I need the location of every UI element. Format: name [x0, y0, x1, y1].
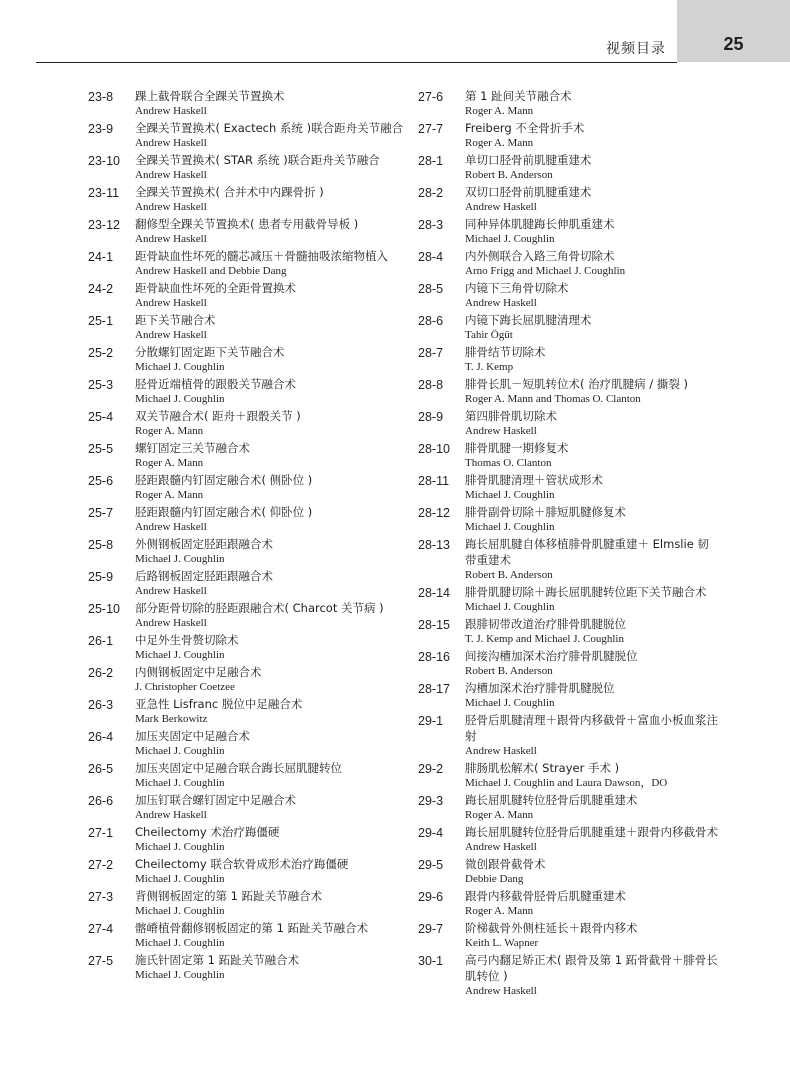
- video-number: 29-5: [418, 858, 444, 872]
- video-title: 腓骨肌腱清理＋管状成形术: [465, 473, 603, 487]
- video-entry[interactable]: [88, 664, 398, 696]
- video-entry[interactable]: [418, 792, 718, 824]
- video-title: 腓肠肌松解术( Strayer 手术 ): [465, 761, 620, 775]
- video-number: 26-1: [88, 634, 114, 648]
- video-title: 高弓内翻足矫正术( 跟骨及第 1 跖骨截骨＋腓骨长肌转位 ): [465, 953, 718, 983]
- video-entry[interactable]: [418, 120, 718, 152]
- video-title: 部分距骨切除的胫距跟融合术( Charcot 关节病 ): [135, 601, 384, 615]
- video-number: 29-1: [418, 714, 444, 728]
- video-number: 28-17: [418, 682, 450, 696]
- video-entry[interactable]: [88, 88, 398, 120]
- video-title: 腓骨肌腱切除＋踇长屈肌腱转位距下关节融合术: [465, 585, 707, 599]
- video-entry[interactable]: [418, 856, 718, 888]
- video-number: 23-9: [88, 122, 114, 136]
- video-title: 加压夹固定中足融合联合踇长屈肌腱转位: [135, 761, 342, 775]
- video-entry[interactable]: [88, 184, 398, 216]
- video-title: 全踝关节置换术( STAR 系统 )联合距舟关节融合: [135, 153, 380, 167]
- video-title: 踇长屈肌腱自体移植腓骨肌腱重建＋ Elmslie 韧带重建术: [465, 537, 709, 567]
- video-title: 腓骨结节切除术: [465, 345, 546, 359]
- video-entry[interactable]: [88, 568, 398, 600]
- video-entry[interactable]: [418, 584, 718, 616]
- video-entry[interactable]: [88, 696, 398, 728]
- video-title: 微创跟骨截骨术: [465, 857, 546, 871]
- video-number: 27-1: [88, 826, 114, 840]
- header-divider: [36, 62, 677, 63]
- video-author: Michael J. Coughlin and Laura Dawson，DO: [465, 777, 668, 789]
- video-author: Andrew Haskell: [135, 233, 207, 245]
- video-number: 23-8: [88, 90, 114, 104]
- video-entry[interactable]: [418, 616, 718, 648]
- video-number: 24-2: [88, 282, 114, 296]
- video-entry[interactable]: [88, 504, 398, 536]
- video-title: 加压钉联合螺钉固定中足融合术: [135, 793, 296, 807]
- video-number: 30-1: [418, 954, 444, 968]
- video-author: Andrew Haskell: [135, 521, 207, 533]
- video-number: 25-3: [88, 378, 114, 392]
- video-author: Robert B. Anderson: [465, 169, 553, 181]
- video-number: 28-1: [418, 154, 444, 168]
- video-number: 25-7: [88, 506, 114, 520]
- video-entry[interactable]: [88, 824, 398, 856]
- video-entry[interactable]: [88, 408, 398, 440]
- video-entry[interactable]: [418, 440, 718, 472]
- video-title: 距骨缺血性坏死的全距骨置换术: [135, 281, 296, 295]
- video-number: 28-4: [418, 250, 444, 264]
- video-number: 25-8: [88, 538, 114, 552]
- video-title: 第四腓骨肌切除术: [465, 409, 557, 423]
- video-author: Andrew Haskell: [465, 297, 537, 309]
- video-author: Michael J. Coughlin: [135, 745, 225, 757]
- video-title: 腓骨副骨切除＋腓短肌腱修复术: [465, 505, 626, 519]
- video-title: 胫距跟髓内钉固定融合术( 侧卧位 ): [135, 473, 313, 487]
- video-number: 28-7: [418, 346, 444, 360]
- video-title: 加压夹固定中足融合术: [135, 729, 250, 743]
- video-entry[interactable]: [418, 184, 718, 216]
- video-entry[interactable]: [418, 760, 718, 792]
- video-title: Cheilectomy 术治疗踇僵硬: [135, 825, 280, 839]
- video-entry[interactable]: [418, 952, 718, 1000]
- video-author: Andrew Haskell: [465, 745, 537, 757]
- video-entry[interactable]: [418, 920, 718, 952]
- video-author: Roger A. Mann: [465, 809, 534, 821]
- video-title: 腓骨长肌－短肌转位术( 治疗肌腱病 / 撕裂 ): [465, 377, 688, 391]
- video-author: Michael J. Coughlin: [135, 361, 225, 373]
- video-title: 施氏针固定第 1 跖趾关节融合术: [135, 953, 300, 967]
- video-title: 踇长屈肌腱转位胫骨后肌腱重建术: [465, 793, 638, 807]
- video-number: 28-15: [418, 618, 450, 632]
- video-author: Andrew Haskell: [135, 617, 207, 629]
- video-number: 27-4: [88, 922, 114, 936]
- video-author: Robert B. Anderson: [465, 569, 553, 581]
- video-entry[interactable]: [88, 632, 398, 664]
- video-author: Keith L. Wapner: [465, 937, 539, 949]
- video-entry[interactable]: [88, 888, 398, 920]
- video-title: 双切口胫骨前肌腱重建术: [465, 185, 592, 199]
- video-number: 28-16: [418, 650, 450, 664]
- video-entry[interactable]: [88, 856, 398, 888]
- video-number: 28-14: [418, 586, 450, 600]
- video-entry[interactable]: [88, 952, 398, 984]
- video-title: 跟腓韧带改道治疗腓骨肌腱脱位: [465, 617, 626, 631]
- video-title: 间接沟槽加深术治疗腓骨肌腱脱位: [465, 649, 638, 663]
- video-number: 27-6: [418, 90, 444, 104]
- video-number: 28-2: [418, 186, 444, 200]
- video-entry[interactable]: [88, 152, 398, 184]
- video-author: Michael J. Coughlin: [135, 969, 225, 981]
- video-title: 沟槽加深术治疗腓骨肌腱脱位: [465, 681, 615, 695]
- video-author: T. J. Kemp and Michael J. Coughlin: [465, 633, 624, 645]
- video-title: 内镜下三角骨切除术: [465, 281, 569, 295]
- page-number-tab: [677, 0, 790, 62]
- video-title: 胫骨后肌腱清理＋跟骨内移截骨＋富血小板血浆注射: [465, 713, 718, 743]
- video-author: Michael J. Coughlin: [135, 905, 225, 917]
- video-entry[interactable]: [418, 280, 718, 312]
- video-number: 28-11: [418, 474, 450, 488]
- video-number: 28-5: [418, 282, 444, 296]
- video-number: 28-9: [418, 410, 444, 424]
- video-author: Roger A. Mann: [465, 137, 534, 149]
- video-author: Andrew Haskell: [465, 425, 537, 437]
- video-title: 分散螺钉固定距下关节融合术: [135, 345, 285, 359]
- video-entry[interactable]: [418, 152, 718, 184]
- video-author: Michael J. Coughlin: [135, 553, 225, 565]
- video-entry[interactable]: [418, 248, 718, 280]
- video-entry[interactable]: [418, 312, 718, 344]
- video-number: 29-3: [418, 794, 444, 808]
- video-number: 29-6: [418, 890, 444, 904]
- video-entry[interactable]: [88, 248, 398, 280]
- video-title: 全踝关节置换术( 合并术中内踝骨折 ): [135, 185, 324, 199]
- video-author: Andrew Haskell: [465, 201, 537, 213]
- video-author: Andrew Haskell: [465, 841, 537, 853]
- video-title: 全踝关节置换术( Exactech 系统 )联合距舟关节融合: [135, 121, 404, 135]
- video-number: 25-5: [88, 442, 114, 456]
- video-number: 29-4: [418, 826, 444, 840]
- video-entry[interactable]: [88, 728, 398, 760]
- video-entry[interactable]: [88, 472, 398, 504]
- video-number: 28-6: [418, 314, 444, 328]
- video-title: 单切口胫骨前肌腱重建术: [465, 153, 592, 167]
- video-title: 踇长屈肌腱转位胫骨后肌腱重建＋跟骨内移截骨术: [465, 825, 718, 839]
- page-number: 25: [723, 34, 744, 54]
- video-entry[interactable]: [418, 88, 718, 120]
- video-entry[interactable]: [418, 648, 718, 680]
- video-author: Debbie Dang: [465, 873, 524, 885]
- video-author: Roger A. Mann and Thomas O. Clanton: [465, 393, 641, 405]
- video-author: Arno Frigg and Michael J. Coughlin: [465, 265, 626, 277]
- video-title: 内外侧联合入路三角骨切除术: [465, 249, 615, 263]
- video-number: 25-10: [88, 602, 120, 616]
- video-entry[interactable]: [88, 344, 398, 376]
- video-author: Michael J. Coughlin: [135, 393, 225, 405]
- video-entry[interactable]: [88, 536, 398, 568]
- video-title: 亚急性 Lisfranc 脱位中足融合术: [135, 697, 303, 711]
- video-number: 28-3: [418, 218, 444, 232]
- video-number: 26-2: [88, 666, 114, 680]
- video-title: 翻修型全踝关节置换术( 患者专用截骨导板 ): [135, 217, 359, 231]
- video-author: Andrew Haskell: [135, 137, 207, 149]
- video-number: 23-12: [88, 218, 120, 232]
- video-title: 背侧钢板固定的第 1 跖趾关节融合术: [135, 889, 323, 903]
- video-entry[interactable]: [88, 600, 398, 632]
- video-title: 髂嵴植骨翻修钢板固定的第 1 跖趾关节融合术: [135, 921, 369, 935]
- video-author: Michael J. Coughlin: [135, 777, 225, 789]
- video-number: 27-3: [88, 890, 114, 904]
- video-title: Freiberg 不全骨折手术: [465, 121, 585, 135]
- video-number: 29-2: [418, 762, 444, 776]
- video-author: Michael J. Coughlin: [465, 697, 555, 709]
- video-title: 螺钉固定三关节融合术: [135, 441, 250, 455]
- video-number: 29-7: [418, 922, 444, 936]
- video-title: 胫骨近端植骨的跟骰关节融合术: [135, 377, 296, 391]
- video-title: 踝上截骨联合全踝关节置换术: [135, 89, 285, 103]
- video-number: 24-1: [88, 250, 114, 264]
- video-entry[interactable]: [88, 120, 404, 152]
- video-title: 距下关节融合术: [135, 313, 216, 327]
- video-number: 27-2: [88, 858, 114, 872]
- video-author: Andrew Haskell: [135, 809, 207, 821]
- video-author: Michael J. Coughlin: [465, 601, 555, 613]
- video-author: T. J. Kemp: [465, 361, 514, 373]
- video-author: Roger A. Mann: [465, 105, 534, 117]
- video-number: 26-3: [88, 698, 114, 712]
- video-entry[interactable]: [88, 216, 398, 248]
- video-entry[interactable]: [418, 344, 718, 376]
- video-author: Michael J. Coughlin: [465, 521, 555, 533]
- video-title: 内镜下踇长屈肌腱清理术: [465, 313, 592, 327]
- video-author: Robert B. Anderson: [465, 665, 553, 677]
- page-header: [0, 0, 790, 62]
- video-entry[interactable]: [418, 680, 718, 712]
- video-number: 27-7: [418, 122, 444, 136]
- video-author: Roger A. Mann: [135, 425, 204, 437]
- video-entry[interactable]: [418, 536, 718, 584]
- video-list-right-column: [418, 88, 718, 1000]
- video-title: 腓骨肌腱一期修复术: [465, 441, 569, 455]
- video-author: Andrew Haskell: [135, 201, 207, 213]
- video-number: 25-4: [88, 410, 114, 424]
- video-entry[interactable]: [418, 216, 718, 248]
- video-title: 外侧钢板固定胫距跟融合术: [135, 537, 273, 551]
- video-author: Andrew Haskell: [135, 169, 207, 181]
- video-number: 25-2: [88, 346, 114, 360]
- video-title: 内侧钢板固定中足融合术: [135, 665, 262, 679]
- video-entry[interactable]: [418, 408, 718, 440]
- video-entry[interactable]: [418, 504, 718, 536]
- video-number: 27-5: [88, 954, 114, 968]
- video-author: Andrew Haskell: [135, 585, 207, 597]
- video-entry[interactable]: [418, 888, 718, 920]
- video-title: 距骨缺血性坏死的髓芯减压＋骨髓抽吸浓缩物植入: [135, 249, 388, 263]
- video-title: 中足外生骨赘切除术: [135, 633, 239, 647]
- video-entry[interactable]: [88, 312, 398, 344]
- video-number: 26-6: [88, 794, 114, 808]
- video-number: 26-5: [88, 762, 114, 776]
- video-number: 28-13: [418, 538, 450, 552]
- video-number: 23-10: [88, 154, 120, 168]
- video-title: 双关节融合术( 距舟＋跟骰关节 ): [135, 409, 301, 423]
- video-title: 同种异体肌腱踇长伸肌重建术: [465, 217, 615, 231]
- video-entry[interactable]: [418, 712, 718, 760]
- video-number: 25-9: [88, 570, 114, 584]
- video-author: Tahir Ögüt: [465, 329, 513, 341]
- video-author: Michael J. Coughlin: [135, 873, 225, 885]
- video-author: Roger A. Mann: [465, 905, 534, 917]
- video-title: 跟骨内移截骨胫骨后肌腱重建术: [465, 889, 626, 903]
- video-author: Andrew Haskell: [135, 105, 207, 117]
- video-number: 26-4: [88, 730, 114, 744]
- video-title: Cheilectomy 联合软骨成形术治疗踇僵硬: [135, 857, 349, 871]
- video-title: 第 1 趾间关节融合术: [465, 89, 572, 103]
- video-author: Michael J. Coughlin: [135, 649, 225, 661]
- video-entry[interactable]: [88, 376, 398, 408]
- video-author: Andrew Haskell and Debbie Dang: [135, 265, 287, 277]
- video-number: 23-11: [88, 186, 120, 200]
- video-entry[interactable]: [418, 376, 718, 408]
- video-number: 25-6: [88, 474, 114, 488]
- video-author: Michael J. Coughlin: [465, 233, 555, 245]
- section-title: 视频目录: [606, 41, 666, 57]
- video-author: Andrew Haskell: [135, 297, 207, 309]
- video-entry[interactable]: [418, 472, 718, 504]
- video-author: Thomas O. Clanton: [465, 457, 552, 469]
- video-entry[interactable]: [88, 760, 398, 792]
- video-author: Roger A. Mann: [135, 489, 204, 501]
- video-number: 28-8: [418, 378, 444, 392]
- video-title: 后路钢板固定胫距跟融合术: [135, 569, 273, 583]
- video-list-left-column: [88, 88, 404, 984]
- video-author: Andrew Haskell: [465, 985, 537, 997]
- video-number: 25-1: [88, 314, 114, 328]
- video-entry[interactable]: [88, 792, 398, 824]
- video-author: Andrew Haskell: [135, 329, 207, 341]
- video-author: Mark Berkowitz: [135, 713, 208, 725]
- video-title: 胫距跟髓内钉固定融合术( 仰卧位 ): [135, 505, 313, 519]
- video-author: Michael J. Coughlin: [465, 489, 555, 501]
- video-entry[interactable]: [88, 280, 398, 312]
- video-number: 28-10: [418, 442, 450, 456]
- video-author: Michael J. Coughlin: [135, 841, 225, 853]
- video-entry[interactable]: [88, 920, 398, 952]
- video-author: J. Christopher Coetzee: [135, 681, 235, 693]
- video-author: Michael J. Coughlin: [135, 937, 225, 949]
- video-author: Roger A. Mann: [135, 457, 204, 469]
- video-title: 阶梯截骨外侧柱延长＋跟骨内移术: [465, 921, 638, 935]
- video-number: 28-12: [418, 506, 450, 520]
- video-entry[interactable]: [88, 440, 398, 472]
- video-entry[interactable]: [418, 824, 718, 856]
